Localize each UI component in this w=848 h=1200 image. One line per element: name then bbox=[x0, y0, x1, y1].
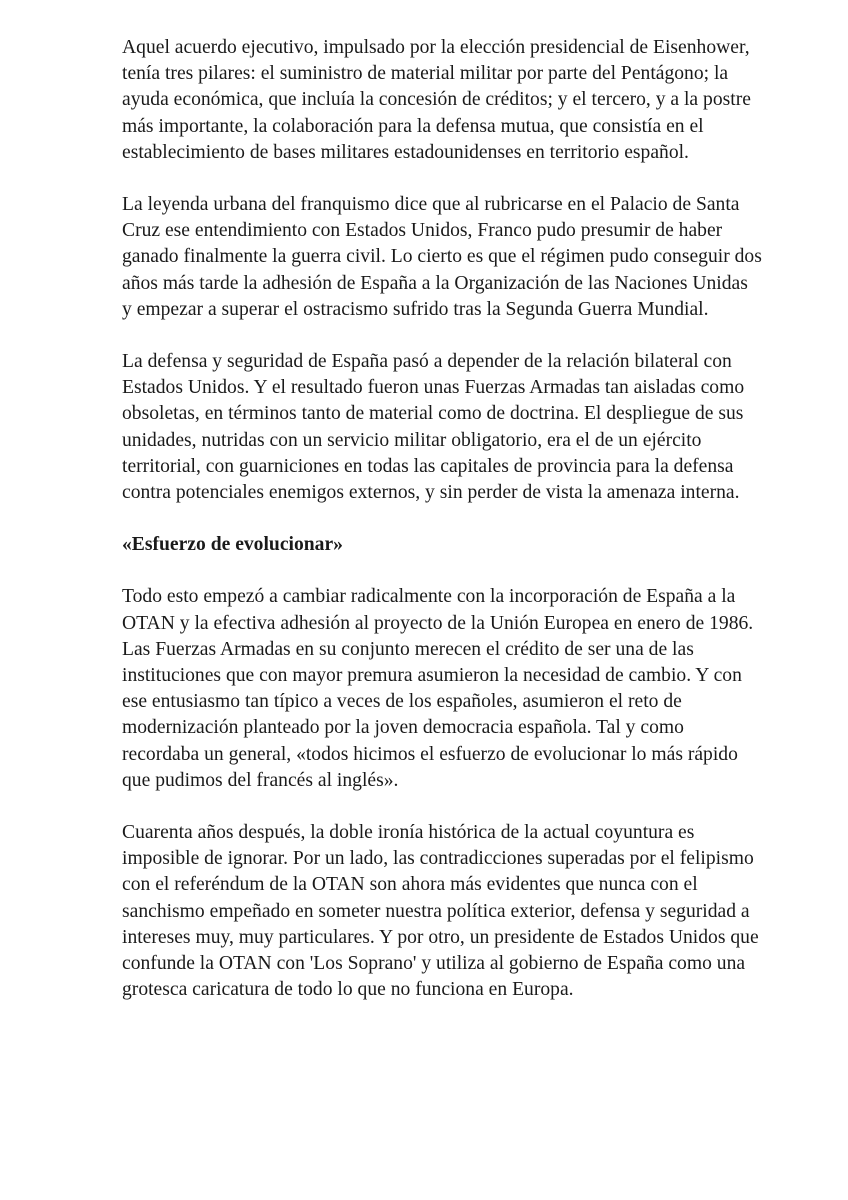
paragraph-4: Todo esto empezó a cambiar radicalmente con la incorporación de España a la OTAN y la efectiva adhesión al proyecto de la Unión Europea en enero de 1986. Las Fuerzas Armadas en su conjunto merecen el crédito de ser una de las instituciones que con mayor premura asumieron la necesidad de cambio. Y con ese entusiasmo tan típico a veces de los españoles, asumieron el reto de modernización planteado por la joven democracia española. Tal y como recordaba un general, «todos hicimos el esfuerzo de evolucionar lo más rápido que pudimos del francés al inglés». bbox=[122, 586, 754, 791]
paragraph-2: La leyenda urbana del franquismo dice que al rubricarse en el Palacio de Santa Cruz ese entendimiento con Estados Unidos, Franco pudo presumir de haber ganado finalmente la guerra civil. Lo cierto es que el régimen pudo conseguir dos años más tarde la adhesión de España a la Organización de las Naciones Unidas y empezar a superar el ostracismo sufrido tras la Segunda Guerra Mundial. bbox=[122, 194, 762, 320]
section-subheading: «Esfuerzo de evolucionar» bbox=[122, 534, 343, 556]
paragraph-5: Cuarenta años después, la doble ironía histórica de la actual coyuntura es imposible de ignorar. Por un lado, las contradicciones superadas por el felipismo con el referéndum de la OTAN son ahora más evidentes que nunca con el sanchismo empeñado en someter nuestra política exterior, defensa y seguridad a intereses muy, muy particulares. Y por otro, un presidente de Estados Unidos que confunde la OTAN con 'Los Soprano' y utiliza al gobierno de España como una grotesca caricatura de todo lo que no funciona en Europa. bbox=[122, 822, 759, 1001]
paragraph-3: La defensa y seguridad de España pasó a depender de la relación bilateral con Estados Unidos. Y el resultado fueron unas Fuerzas Armadas tan aisladas como obsoletas, en términos tanto de material como de doctrina. El despliegue de sus unidades, nutridas con un servicio militar obligatorio, era el de un ejército territorial, con guarniciones en todas las capitales de provincia para la defensa contra potenciales enemigos externos, y sin perder de vista la amenaza interna. bbox=[122, 351, 745, 504]
article-body bbox=[122, 35, 762, 1030]
paragraph-1: Aquel acuerdo ejecutivo, impulsado por la elección presidencial de Eisenhower, tenía tres pilares: el suministro de material militar por parte del Pentágono; la ayuda económica, que incluía la concesión de créditos; y el tercero, y a la postre más importante, la colaboración para la defensa mutua, que consistía en el establecimiento de bases militares estadounidenses en territorio español. bbox=[122, 37, 751, 163]
